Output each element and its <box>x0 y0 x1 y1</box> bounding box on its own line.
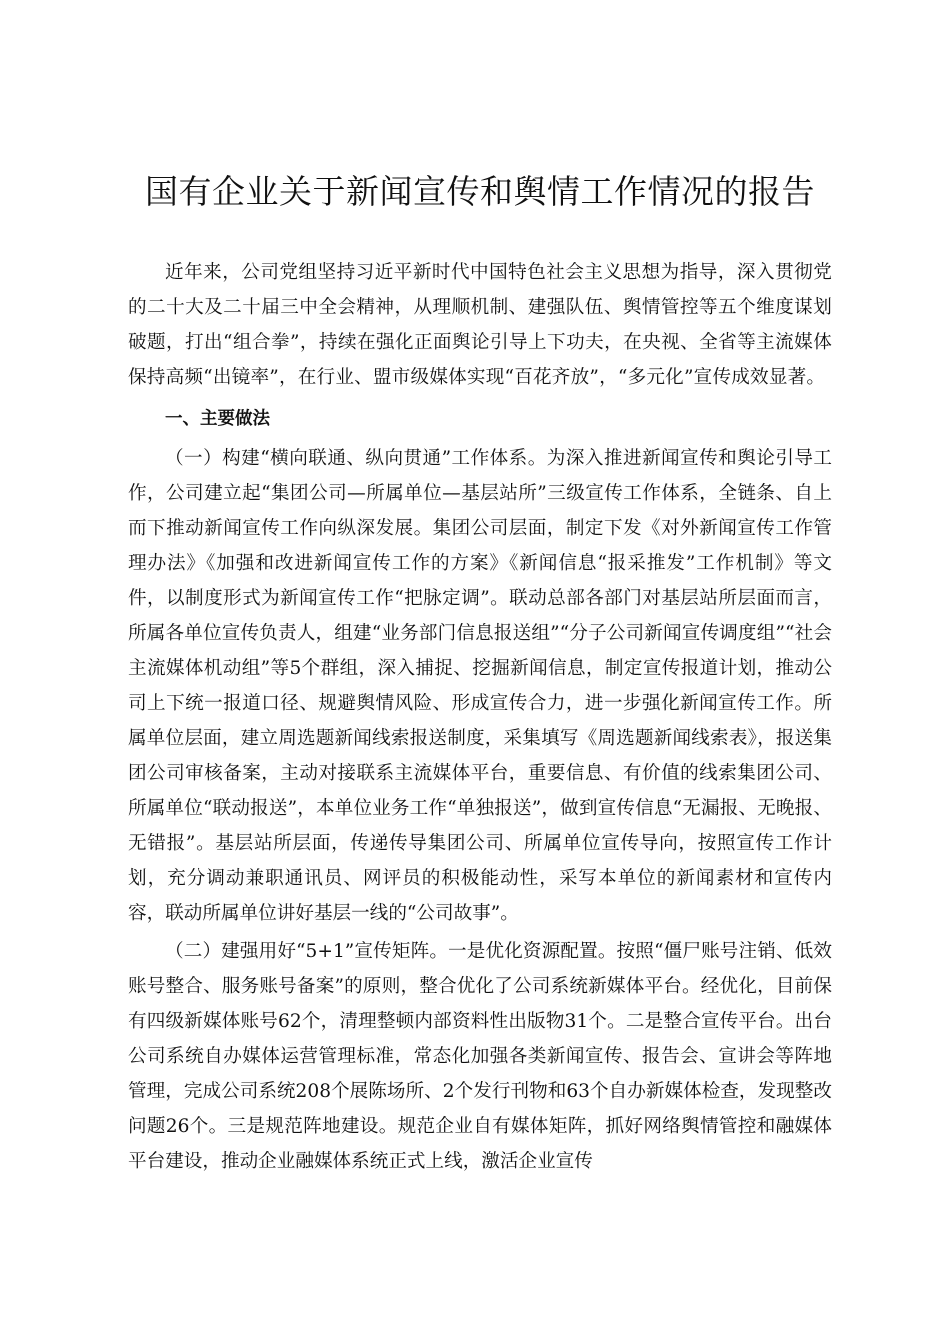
section-heading-main-practices: 一、主要做法 <box>165 409 270 429</box>
paragraph-work-system: （一）构建“横向联通、纵向贯通”工作体系。为深入推进新闻宣传和舆论引导工作，公司建立起“集团公司—所属单位—基层站所”三级宣传工作体系，全链条、自上而下推动新闻宣传工作向纵深发展。集团公司层面，制定下发《对外新闻宣传工作管理办法》《加强和改进新闻宣传工作的方案》《新闻信息“报采推发”工作机制》等文件，以制度形式为新闻宣传工作“把脉定调”。联动总部各部门对基层站所层面而言，所属各单位宣传负责人，组建“业务部门信息报送组”“分子公司新闻宣传调度组”“社会主流媒体机动组”等5个群组，深入捕捉、挖掘新闻信息，制定宣传报道计划，推动公司上下统一报道口径、规避舆情风险、形成宣传合力，进一步强化新闻宣传工作。所属单位层面，建立周选题新闻线索报送制度，采集填写《周选题新闻线索表》，报送集团公司审核备案，主动对接联系主流媒体平台，重要信息、有价值的线索集团公司、所属单位“联动报送”，本单位业务工作“单独报送”，做到宣传信息“无漏报、无晚报、无错报”。基层站所层面，传递传导集团公司、所属单位宣传导向，按照宣传工作计划，充分调动兼职通讯员、网评员的积极能动性，采写本单位的新闻素材和宣传内容，联动所属单位讲好基层一线的“公司故事”。 <box>128 448 832 924</box>
intro-paragraph: 近年来，公司党组坚持习近平新时代中国特色社会主义思想为指导，深入贯彻党的二十大及二十届三中全会精神，从理顺机制、建强队伍、舆情管控等五个维度谋划破题，打出“组合拳”，持续在强化正面舆论引导上下功夫，在央视、全省等主流媒体保持高频“出镜率”，在行业、盟市级媒体实现“百花齐放”，“多元化”宣传成效显著。 <box>128 262 832 388</box>
document-body <box>128 255 832 1179</box>
document-title: 国有企业关于新闻宣传和舆情工作情况的报告 <box>145 172 815 211</box>
paragraph-media-matrix: （二）建强用好“5+1”宣传矩阵。一是优化资源配置。按照“僵尸账号注销、低效账号整合、服务账号备案”的原则，整合优化了公司系统新媒体平台。经优化，目前保有四级新媒体账号62个，清理整顿内部资料性出版物31个。二是整合宣传平台。出台公司系统自办媒体运营管理标准，常态化加强各类新闻宣传、报告会、宣讲会等阵地管理，完成公司系统208个展陈场所、2个发行刊物和63个自办新媒体检查，发现整改问题26个。三是规范阵地建设。规范企业自有媒体矩阵，抓好网络舆情管控和融媒体平台建设，推动企业融媒体系统正式上线，激活企业宣传 <box>128 941 832 1172</box>
